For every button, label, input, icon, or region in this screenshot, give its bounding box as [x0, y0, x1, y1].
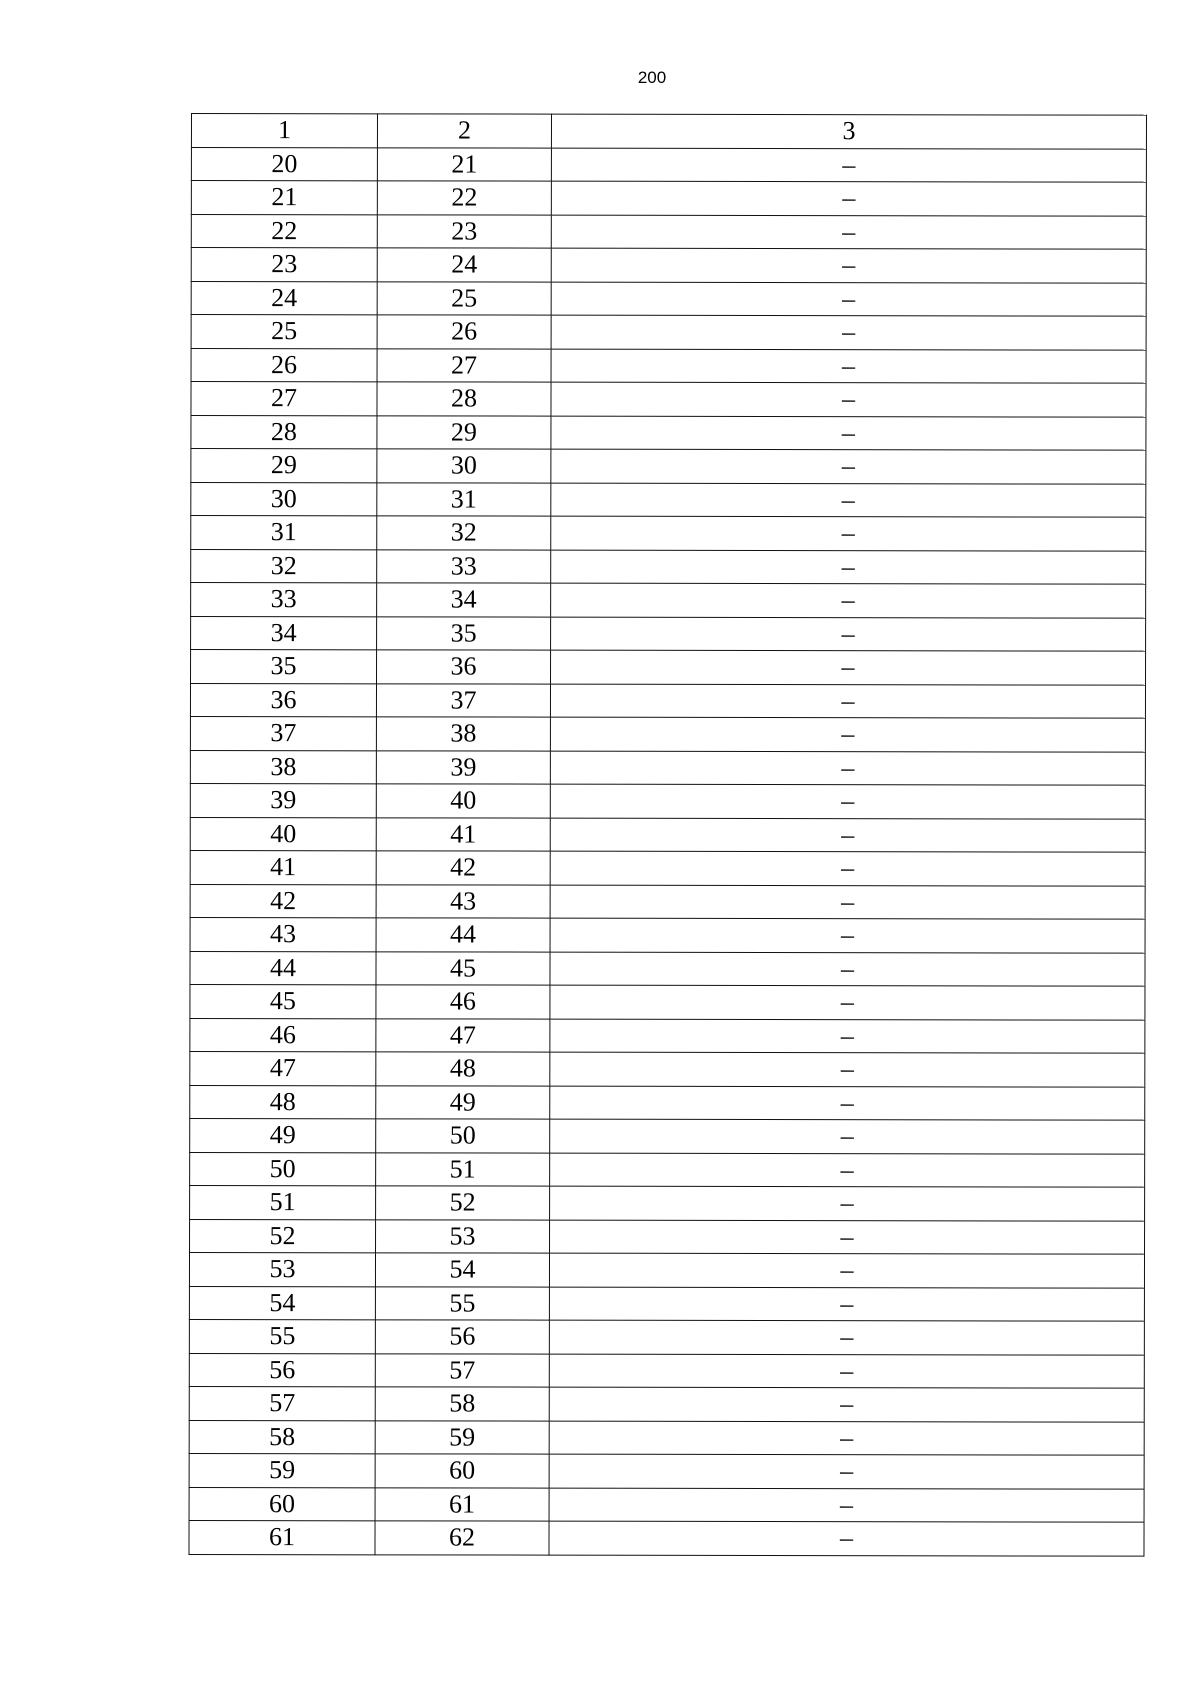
table-cell-col-2: 44	[376, 918, 550, 952]
table-row	[191, 281, 1146, 316]
table-cell-col-3: –	[551, 583, 1146, 618]
table-cell-col-1: 28	[191, 415, 377, 449]
table-cell-col-1: 44	[190, 951, 376, 985]
table-cell-col-2: 54	[375, 1253, 549, 1287]
table-cell-col-1: 24	[191, 281, 377, 315]
table-cell-col-2: 43	[376, 884, 550, 918]
table-cell-col-3: –	[551, 315, 1146, 350]
table-cell-col-2: 48	[376, 1052, 550, 1086]
table-row	[189, 1420, 1144, 1455]
table-cell-col-3: –	[550, 1153, 1145, 1188]
table-cell-col-3: –	[551, 416, 1146, 451]
table-row	[189, 1252, 1144, 1287]
table-cell-col-2: 60	[375, 1454, 549, 1488]
table-row	[190, 1152, 1145, 1187]
table-cell-col-3: –	[550, 818, 1145, 853]
table-row	[191, 147, 1146, 182]
table-cell-col-1: 30	[191, 482, 377, 516]
table-cell-col-1: 23	[191, 248, 377, 282]
table-row	[191, 616, 1146, 651]
table-cell-col-1: 26	[191, 348, 377, 382]
table-cell-col-3: –	[551, 449, 1146, 484]
table-cell-col-2: 26	[377, 315, 551, 349]
table-cell-col-3: –	[551, 349, 1146, 384]
table-cell-col-2: 59	[375, 1420, 549, 1454]
table-row	[191, 415, 1146, 450]
table-row	[190, 1018, 1145, 1053]
table-cell-col-3: –	[549, 1521, 1144, 1556]
table-cell-col-3: –	[550, 1220, 1145, 1255]
table-cell-col-2: 56	[375, 1320, 549, 1354]
table-cell-col-2: 41	[376, 817, 550, 851]
table-cell-col-1: 36	[190, 683, 376, 717]
table-cell-col-3: –	[550, 751, 1145, 786]
table-cell-col-3: –	[549, 1354, 1144, 1389]
table-row	[190, 850, 1145, 885]
table-row	[191, 181, 1146, 216]
table-cell-col-1: 31	[191, 516, 377, 550]
table-cell-col-1: 57	[189, 1386, 375, 1420]
table-row	[190, 750, 1145, 785]
table-cell-col-2: 51	[376, 1152, 550, 1186]
table-cell-col-3: –	[551, 516, 1146, 551]
table-cell-col-3: –	[550, 684, 1145, 719]
table-cell-col-2: 27	[377, 348, 551, 382]
table-cell-col-3: –	[551, 483, 1146, 518]
table-row	[190, 1085, 1145, 1120]
table-cell-col-2: 36	[377, 650, 551, 684]
table-cell-col-2: 52	[376, 1186, 550, 1220]
table-cell-col-3: –	[550, 885, 1145, 920]
table-cell-col-3: –	[550, 1019, 1145, 1054]
table-cell-col-2: 55	[375, 1286, 549, 1320]
table-cell-col-1: 53	[189, 1252, 375, 1286]
table-cell-col-3: –	[551, 617, 1146, 652]
table-cell-col-2: 61	[375, 1487, 549, 1521]
table-cell-col-1: 20	[191, 147, 377, 181]
table-row	[191, 449, 1146, 484]
table-cell-col-1: 51	[190, 1185, 376, 1219]
table-row	[191, 315, 1146, 350]
table-cell-col-2: 21	[377, 147, 551, 181]
table-row	[189, 1520, 1144, 1555]
table-cell-col-1: 60	[189, 1487, 375, 1521]
table-cell-col-2: 50	[376, 1119, 550, 1153]
table-row	[191, 583, 1146, 618]
table-cell-col-3: –	[551, 282, 1146, 317]
table-cell-col-1: 58	[189, 1420, 375, 1454]
table-row	[191, 482, 1146, 517]
table-cell-col-2: 38	[376, 717, 550, 751]
table-row	[190, 1051, 1145, 1086]
table-cell-col-1: 34	[191, 616, 377, 650]
table-cell-col-2: 35	[377, 616, 551, 650]
table-cell-col-2: 57	[375, 1353, 549, 1387]
table-body	[189, 114, 1147, 1556]
table-row	[189, 1386, 1144, 1421]
table-row	[190, 683, 1145, 718]
table-row	[190, 783, 1145, 818]
table-cell-col-2: 45	[376, 951, 550, 985]
table-cell-col-3: –	[549, 1287, 1144, 1322]
table-cell-col-3: –	[550, 918, 1145, 953]
table-cell-col-2: 40	[376, 784, 550, 818]
table-row	[191, 214, 1146, 249]
table-cell-col-1: 38	[190, 750, 376, 784]
data-table	[188, 113, 1147, 1556]
table-row	[191, 549, 1146, 584]
table-row	[190, 1219, 1145, 1254]
table-cell-col-1: 27	[191, 382, 377, 416]
table-cell-col-1: 47	[190, 1051, 376, 1085]
table-cell-col-3: –	[551, 215, 1146, 250]
table-row	[190, 817, 1145, 852]
column-header-2: 2	[377, 114, 551, 148]
table-cell-col-2: 29	[377, 415, 551, 449]
table-cell-col-1: 32	[191, 549, 377, 583]
table-row	[190, 1118, 1145, 1153]
table-cell-col-2: 32	[377, 516, 551, 550]
table-cell-col-3: –	[551, 181, 1146, 216]
table-cell-col-2: 30	[377, 449, 551, 483]
table-cell-col-1: 61	[189, 1520, 375, 1554]
table-cell-col-1: 48	[190, 1085, 376, 1119]
table-cell-col-2: 49	[376, 1085, 550, 1119]
page-number: 200	[637, 68, 667, 87]
table-cell-col-3: –	[551, 650, 1146, 685]
table-cell-col-3: –	[550, 985, 1145, 1020]
table-cell-col-1: 56	[189, 1353, 375, 1387]
table-cell-col-3: –	[551, 248, 1146, 283]
table-cell-col-2: 47	[376, 1018, 550, 1052]
table-cell-col-1: 42	[190, 884, 376, 918]
table-row	[191, 382, 1146, 417]
table-cell-col-1: 39	[190, 783, 376, 817]
table-cell-col-2: 31	[377, 482, 551, 516]
table-row	[190, 917, 1145, 952]
table-cell-col-1: 54	[189, 1286, 375, 1320]
table-row	[189, 1487, 1144, 1522]
table-row	[191, 348, 1146, 383]
table-cell-col-3: –	[550, 1186, 1145, 1221]
column-header-1: 1	[191, 114, 377, 148]
table-cell-col-3: –	[550, 717, 1145, 752]
table-cell-col-1: 35	[191, 650, 377, 684]
table-row	[189, 1319, 1144, 1354]
table-cell-col-1: 55	[189, 1319, 375, 1353]
table-cell-col-3: –	[549, 1253, 1144, 1288]
table-cell-col-3: –	[549, 1387, 1144, 1422]
table-cell-col-3: –	[550, 952, 1145, 987]
table-cell-col-3: –	[550, 1052, 1145, 1087]
table-row	[190, 1185, 1145, 1220]
table-cell-col-2: 25	[377, 281, 551, 315]
table-row	[189, 1353, 1144, 1388]
table-cell-col-2: 37	[376, 683, 550, 717]
table-row	[189, 1286, 1144, 1321]
table-cell-col-2: 28	[377, 382, 551, 416]
table-row	[189, 1453, 1144, 1488]
table-cell-col-2: 24	[377, 248, 551, 282]
table-cell-col-1: 33	[191, 583, 377, 617]
table-cell-col-3: –	[551, 550, 1146, 585]
table-cell-col-1: 50	[190, 1152, 376, 1186]
table-cell-col-3: –	[550, 1086, 1145, 1121]
table-cell-col-1: 46	[190, 1018, 376, 1052]
table-cell-col-1: 37	[190, 716, 376, 750]
table-cell-col-3: –	[549, 1320, 1144, 1355]
table-cell-col-3: –	[550, 1119, 1145, 1154]
table-cell-col-1: 49	[190, 1118, 376, 1152]
table-cell-col-1: 25	[191, 315, 377, 349]
table-cell-col-2: 33	[377, 549, 551, 583]
table-cell-col-2: 34	[377, 583, 551, 617]
table-cell-col-2: 62	[375, 1521, 549, 1555]
table-cell-col-1: 40	[190, 817, 376, 851]
table-cell-col-1: 21	[191, 181, 377, 215]
table-cell-col-2: 53	[376, 1219, 550, 1253]
table-row	[191, 650, 1146, 685]
table-row	[190, 984, 1145, 1019]
table-cell-col-3: –	[549, 1454, 1144, 1489]
table-cell-col-3: –	[549, 1421, 1144, 1456]
table-cell-col-3: –	[551, 382, 1146, 417]
table-row	[191, 248, 1146, 283]
table-cell-col-3: –	[551, 148, 1146, 183]
table-cell-col-1: 59	[189, 1453, 375, 1487]
table-row	[190, 951, 1145, 986]
table-cell-col-2: 58	[375, 1387, 549, 1421]
table-row	[190, 716, 1145, 751]
table-cell-col-2: 23	[377, 214, 551, 248]
table-cell-col-1: 45	[190, 984, 376, 1018]
table-cell-col-1: 22	[191, 214, 377, 248]
table-cell-col-2: 22	[377, 181, 551, 215]
table-row	[190, 884, 1145, 919]
table-cell-col-1: 43	[190, 917, 376, 951]
table-cell-col-1: 41	[190, 850, 376, 884]
table-cell-col-1: 29	[191, 449, 377, 483]
table-cell-col-2: 42	[376, 851, 550, 885]
table-cell-col-3: –	[549, 1488, 1144, 1523]
table-cell-col-3: –	[550, 851, 1145, 886]
table-cell-col-1: 52	[190, 1219, 376, 1253]
table-header-row	[191, 114, 1146, 149]
table-cell-col-3: –	[550, 784, 1145, 819]
table-cell-col-2: 39	[376, 750, 550, 784]
table-cell-col-2: 46	[376, 985, 550, 1019]
table-row	[191, 516, 1146, 551]
column-header-3: 3	[551, 114, 1146, 149]
